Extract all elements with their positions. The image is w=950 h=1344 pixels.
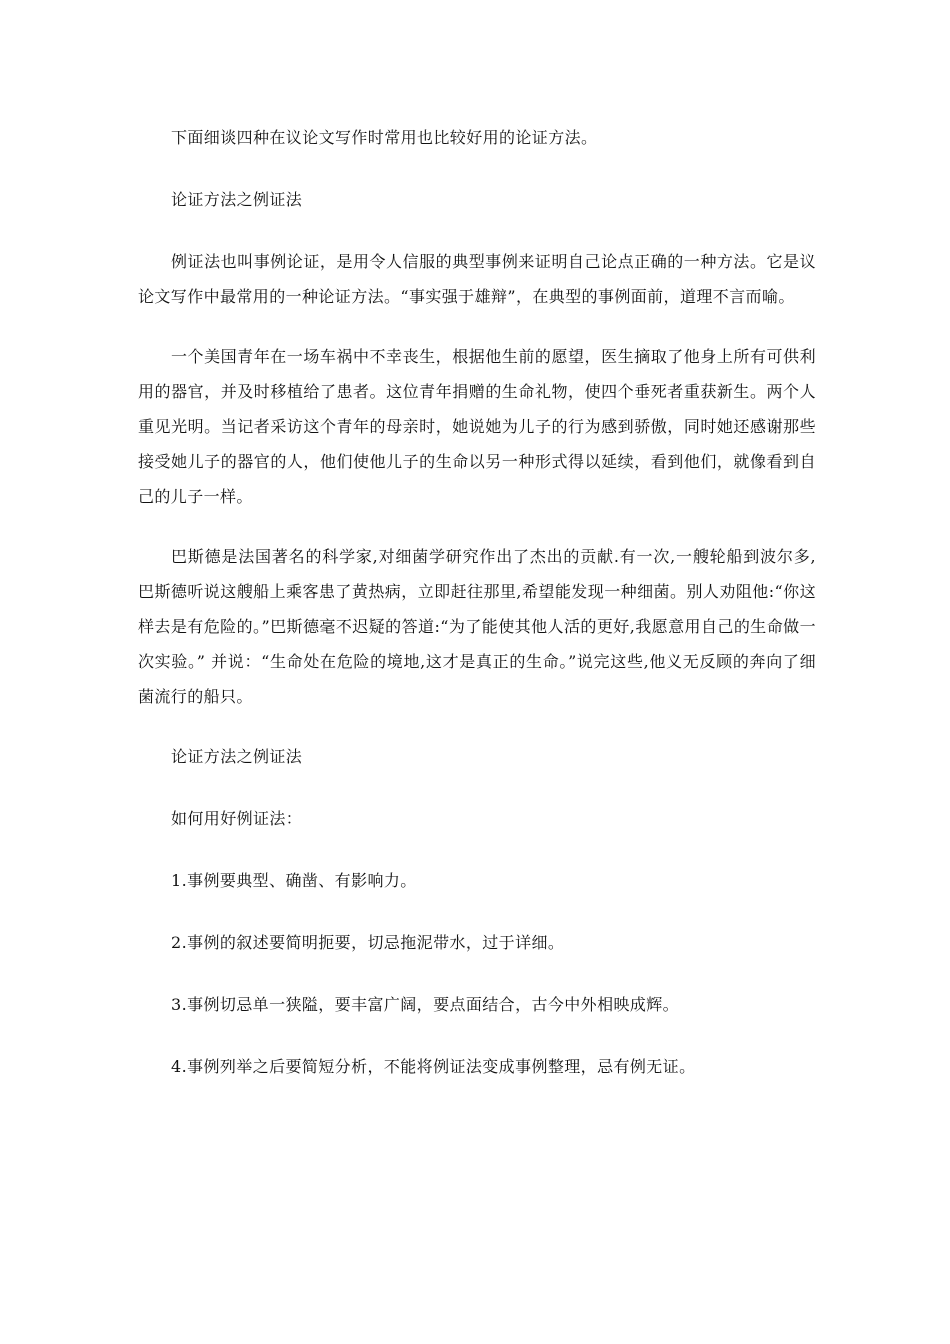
definition-paragraph: 例证法也叫事例论证，是用令人信服的典型事例来证明自己论点正确的一种方法。它是议论文写作中最常用的一种论证方法。“事实强于雄辩”，在典型的事例面前，道理不言而喻。	[138, 252, 816, 306]
example-paragraph-pasteur: 巴斯德是法国著名的科学家,对细菌学研究作出了杰出的贡献.有一次,一艘轮船到波尔多,巴斯德听说这艘船上乘客患了黄热病，立即赶往那里,希望能发现一种细菌。别人劝阻他:“你这样去是有危险的。”巴斯德毫不迟疑的答道:“为了能使其他人活的更好,我愿意用自己的生命做一次实验。” 并说：“生命处在危险的境地,这才是真正的生命。”说完这些,他义无反顾的奔向了细菌流行的船只。	[138, 547, 816, 706]
intro-paragraph: 下面细谈四种在议论文写作时常用也比较好用的论证方法。	[171, 128, 598, 147]
list-intro: 如何用好例证法：	[171, 809, 303, 828]
document-body	[138, 120, 816, 1111]
example-paragraph-organ-donor: 一个美国青年在一场车祸中不幸丧生，根据他生前的愿望，医生摘取了他身上所有可供利用的器官，并及时移植给了患者。这位青年捐赠的生命礼物，使四个垂死者重获新生。两个人重见光明。当记者采访这个青年的母亲时，她说她为儿子的行为感到骄傲，同时她还感谢那些接受她儿子的器官的人，他们使他儿子的生命以另一种形式得以延续，看到他们，就像看到自己的儿子一样。	[138, 347, 816, 506]
section-heading: 论证方法之例证法	[171, 747, 303, 766]
section-heading: 论证方法之例证法	[171, 190, 303, 209]
list-item: 1.事例要典型、确凿、有影响力。	[171, 871, 417, 890]
list-item: 2.事例的叙述要简明扼要，切忌拖泥带水，过于详细。	[171, 933, 565, 952]
list-item: 4.事例列举之后要简短分析，不能将例证法变成事例整理，忌有例无证。	[171, 1057, 696, 1076]
list-item: 3.事例切忌单一狭隘，要丰富广阔，要点面结合，古今中外相映成辉。	[171, 995, 680, 1014]
